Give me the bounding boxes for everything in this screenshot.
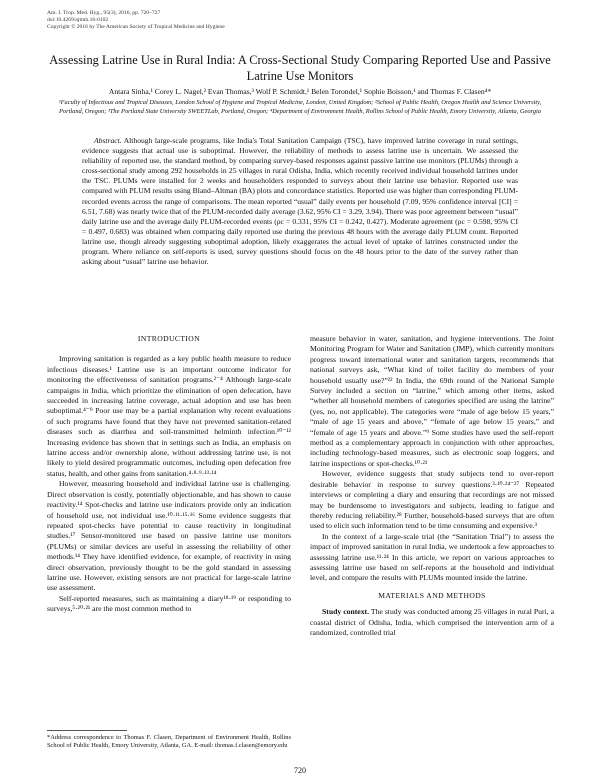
subsection-heading: Study context. — [322, 607, 370, 617]
copyright: Copyright © 2016 by The American Society of Tropical Medicine and Hygiene — [47, 24, 225, 30]
paragraph: In the context of a large-scale trial (the “Sanitation Trial”) to assess the impact of improved sanitation in rural India, we undertook a few approaches to assessing latrine use.¹¹·²⁴ In this article, we report on various approaches to assessing latrine use based on self-reports at the household and individual level, and compare the results with PLUMs mounted inside the latrine. — [310, 531, 554, 583]
left-column — [47, 334, 291, 615]
footnote-rule — [47, 730, 127, 731]
running-header — [47, 10, 225, 31]
abstract-label: Abstract. — [94, 136, 122, 145]
page-number: 720 — [294, 766, 306, 775]
abstract — [82, 136, 518, 267]
abstract-text: Although large-scale programs, like India's Total Sanitation Campaign (TSC), have improved latrine coverage in rural settings, evidence suggests that actual use is suboptimal. However, the reliability of methods to assess latrine use is uncertain. We assessed the reliability of reported use, the standard method, by comparing survey-based responses against passive latrine use monitors (PLUMs) through a cross-sectional study among 292 households in 25 villages in rural Odisha, India, which recently received individual household latrines under the TSC. PLUMs were installed for 2 weeks and householders responded to surveys about their latrine use behavior. Reported use was compared with PLUM results using Bland–Altman (BA) plots and concordance statistics. Reported use was higher than corresponding PLUM-recorded events across the range of comparisons. The mean reported “usual” daily events per household (7.09, 95% confidence interval [CI] = 6.51, 7.68) was nearly twice that of the PLUM-recorded daily average (3.62, 95% CI = 3.29, 3.94). There was poor agreement between “usual” daily latrine use and the average daily PLUM-recorded events (ρc = 0.331, 95% CI = 0.242, 0.427). Moderate agreement (ρc = 0.598, 95% CI = 0.497, 0.683) was obtained when comparing daily reported use during the previous 48 hours with the average daily PLUM count. Reported latrine use, though already suggesting suboptimal adoption, likely exaggerates the actual level of uptake of latrines constructed under the program. Where reliance on self-reports is used, survey questions should focus on the 48 hours prior to the date of the survey rather than asking about “usual” latrine use behavior. — [82, 136, 518, 267]
paragraph: Self-reported measures, such as maintaining a diary¹⁸·¹⁹ or responding to surveys,⁵·²⁰·²¹ are the most common method to — [47, 593, 291, 614]
doi: doi:10.4269/ajtmh.16-0102 — [47, 17, 109, 23]
section-heading-methods: MATERIALS AND METHODS — [378, 590, 486, 600]
article-title: Assessing Latrine Use in Rural India: A Cross-Sectional Study Comparing Reported Use and Passive Latrine Use Monitors — [49, 53, 551, 83]
affiliations: ¹Faculty of Infectious and Tropical Diseases, London School of Hygiene and Tropical Medicine, London, United Kingdom; ²School of Public Health, Oregon Health and Science University, Portland, Oregon; ³The Portland State University SWEETLab, Portland, Oregon; ⁴Department of Environment Health, Rollins School of Public Health, Emory University, Atlanta, Georgia — [58, 99, 542, 115]
paragraph: Improving sanitation is regarded as a key public health measure to reduce infectious diseases.¹ Latrine use is an important outcome indicator for monitoring the effectiveness of sanitation programs.²⁻⁴ Although large-scale campaigns in India, which prioritize the elimination of open defecation, have succeeded in increasing latrine coverage, actual adoption and use has been suboptimal.⁴⁻⁹ Poor use may be a partial explanation why recent evaluations of such programs have found that they have not prevented sanitation-related diseases such as diarrhea and soil-transmitted helminth infection.¹⁰⁻¹² Increasing evidence has shown that in settings such as India, an emphasis on latrine access and/or ownership alone, without addressing latrine use, is not likely to yield desired programmatic outcomes, including open defecation free status, health, and other gains from sanitation.⁴·⁸·⁹·¹³·¹⁴ — [47, 354, 291, 478]
paragraph: However, measuring household and individual latrine use is challenging. Direct observation is costly, potentially objectionable, and has shown to cause reactivity.¹⁴ Spot-checks and latrine use indicators provide only an indication of household use, not individual use.¹⁰·¹¹·¹⁵·¹⁶ Some evidence suggests that repeated spot-checks have potential to cause reactivity in longitudinal studies.¹⁷ Sensor-monitored use based on passive latrine use monitors (PLUMs) or similar devices are useful in assessing the reliability of other methods.¹⁴ They have identified evidence, for example, of reactivity in using direct observation, previously thought to be the gold standard in assessing latrine use. However, existing sensors are not practical for large-scale latrine use assessment. — [47, 479, 291, 593]
journal-citation: Am. J. Trop. Med. Hyg., 95(3), 2016, pp. 720–727 — [47, 10, 161, 16]
paragraph: However, evidence suggests that study subjects tend to over-report desirable behavior in response to survey questions.³·¹⁰·²⁴⁻²⁷ Repeated interviews or completing a diary and ensuring that recordings are not missed may be burdensome to investigators and subjects, leading to fatigue and thereby reducing reliability.²⁸ Further, household-based surveys that are often used to elicit such information tend to be time consuming and expensive.³ — [310, 469, 554, 531]
section-heading-introduction: INTRODUCTION — [137, 334, 201, 343]
correspondence-footnote: *Address correspondence to Thomas F. Clasen, Department of Environment Health, Rollins School of Public Health, Emory University, Atlanta, GA. E-mail: thomas.f.clasen@emory.edu — [47, 734, 291, 750]
paragraph — [310, 607, 554, 638]
author-list: Antara Sinha,¹ Corey L. Nagel,² Evan Thomas,³ Wolf P. Schmidt,¹ Belen Torondel,¹ Sophie Boisson,¹ and Thomas F. Clasen⁴* — [108, 87, 492, 96]
paragraph-text: The study was conducted among 25 villages in rural Puri, a coastal district of Odisha, India, which comprised the intervention arm of a randomized, controlled trial — [310, 607, 554, 637]
paragraph: measure behavior in water, sanitation, and hygiene interventions. The Joint Monitoring Program for Water and Sanitation (JMP), which currently monitors progress toward international water and sanitation targets, recommends that national surveys ask, “What kind of toilet facility do members of your household usually use?”²² In India, the 69th round of the National Sample Survey included a section on “latrine,” which among other items, asked “whether all household members of categories specified are using the latrine” (yes, no, not applicable). The categories were “male of age below 15 years,” “male of age 15 years and above,” “female of age below 15 years,” and “female of age 15 years and above.”⁹ Some studies have used the self-report method as a complementary approach in conjunction with other approaches, including technology-based measures, such as electronic soap loggers, and latrine inspections or spot-checks.¹⁰·²³ — [310, 334, 554, 468]
right-column — [310, 334, 554, 638]
